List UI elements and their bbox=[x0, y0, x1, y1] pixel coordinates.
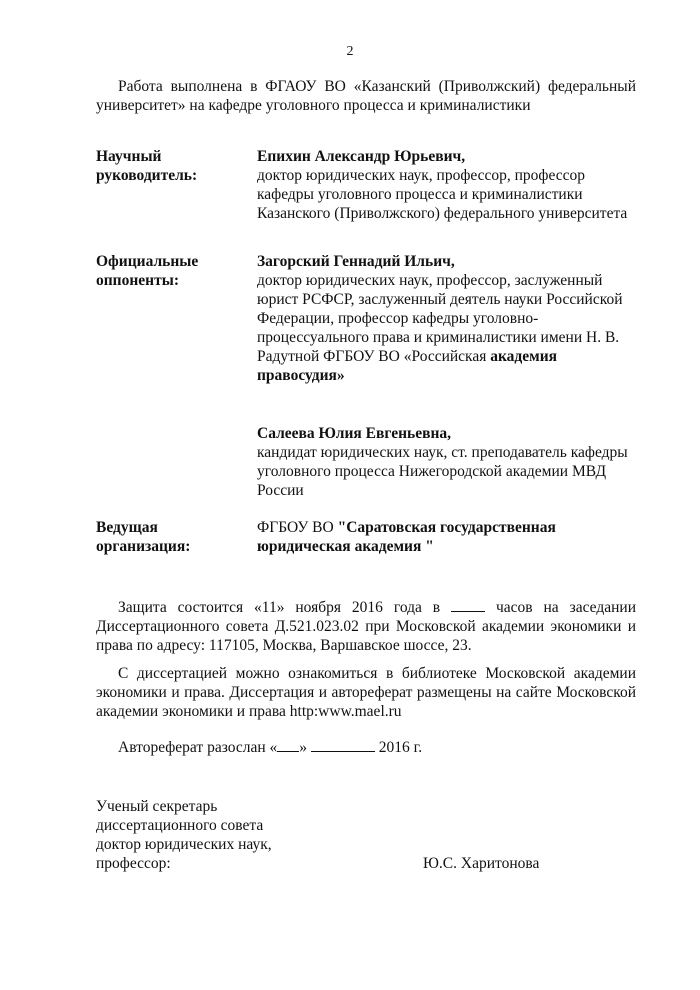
supervisor-name: Епихин Александр Юрьевич, bbox=[257, 148, 466, 165]
supervisor-label-line2: руководитель: bbox=[96, 167, 198, 184]
month-blank bbox=[311, 739, 375, 752]
opponents-label-line2: оппоненты: bbox=[96, 272, 179, 289]
supervisor-label-line1: Научный bbox=[96, 148, 162, 165]
supervisor-label bbox=[96, 147, 246, 185]
page-number: 2 bbox=[346, 44, 354, 59]
opponent-second-name: Салеева Юлия Евгеньевна, bbox=[257, 425, 452, 442]
leading-org-block bbox=[257, 518, 597, 556]
opponent-first-block bbox=[257, 252, 642, 385]
leading-org-label-line1: Ведущая bbox=[96, 519, 158, 536]
day-blank bbox=[277, 739, 299, 752]
intro-paragraph: Работа выполнена в ФГАОУ ВО «Казанский (Приволжский) федеральный университет» на кафедре уголовного процесса и криминалистики bbox=[96, 78, 636, 114]
hour-blank bbox=[451, 599, 485, 612]
opponent-first-details bbox=[257, 271, 642, 385]
leading-org-prefix: ФГБОУ ВО bbox=[257, 519, 338, 536]
supervisor-details: доктор юридических наук, профессор, профессор кафедры уголовного процесса и криминалистики Казанского (Приволжского) федерального университета bbox=[257, 167, 628, 222]
leading-org-label-line2: организация: bbox=[96, 538, 191, 555]
supervisor-block bbox=[257, 147, 642, 223]
defense-text-1: Защита состоится «11» ноября 2016 года в bbox=[118, 599, 452, 616]
secretary-block bbox=[96, 797, 272, 873]
opponent-first-name: Загорский Геннадий Ильич, bbox=[257, 253, 455, 270]
secretary-line4: профессор: bbox=[96, 855, 171, 872]
secretary-line1: Ученый секретарь bbox=[96, 798, 218, 815]
leading-org-name: "Саратовская государственная юридическая академия " bbox=[257, 519, 556, 555]
secretary-line2: диссертационного совета bbox=[96, 817, 264, 834]
sent-text-1: Автореферат разослан « bbox=[118, 739, 278, 756]
sent-text-3: 2016 г. bbox=[374, 739, 423, 756]
defense-paragraph bbox=[96, 598, 636, 655]
opponents-label bbox=[96, 252, 246, 290]
sent-text-2: » bbox=[299, 739, 311, 756]
defense-text-2: часов на заседании Диссертационного совета Д.521.023.02 при Московской академии экономики и права по адресу: 117105, Москва, Варшавское шоссе, 23. bbox=[96, 599, 636, 654]
opponent-second-details: кандидат юридических наук, ст. преподаватель кафедры уголовного процесса Нижегородской академии МВД России bbox=[257, 444, 628, 499]
opponents-label-line1: Официальные bbox=[96, 253, 199, 270]
secretary-name: Ю.С. Харитонова bbox=[423, 855, 540, 872]
sent-line bbox=[96, 738, 636, 757]
opponent-second-block bbox=[257, 424, 642, 500]
library-paragraph: С диссертацией можно ознакомиться в библиотеке Московской академии экономики и права. Диссертация и автореферат размещены на сайте Московской академии экономики и права http:www.mael.ru bbox=[96, 665, 636, 720]
leading-org-label bbox=[96, 518, 246, 556]
opponent-first-details-end: академия правосудия» bbox=[257, 348, 558, 384]
opponent-first-details-text: доктор юридических наук, профессор, заслуженный юрист РСФСР, заслуженный деятель науки Российской Федерации, профессор кафедры уголовно-процессуального права и криминалистики имени Н. В. Радутной ФГБОУ ВО «Российская bbox=[257, 272, 623, 365]
secretary-line3: доктор юридических наук, bbox=[96, 836, 272, 853]
